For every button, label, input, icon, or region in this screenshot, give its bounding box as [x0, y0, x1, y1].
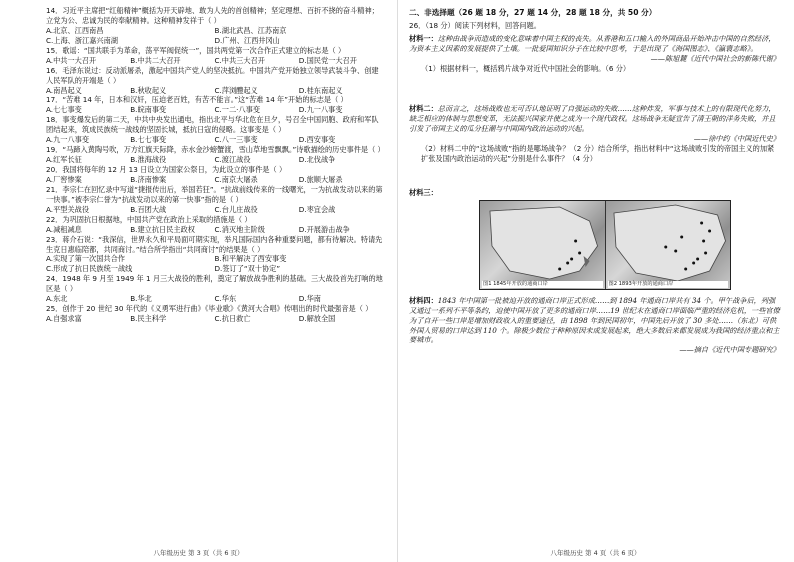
question-text: 1948 年 9 月至 1949 年 1 月三大战役的胜利，奠定了解放战争胜利的基础。三大战役首先打响的地区是（ ） [46, 274, 383, 294]
question-text: 蒋介石说：“我深信，世界永久和平局面可期实现，举凡国际国内各种重要问题，都有待解决。特请先生克日惠临陪都，共同商讨。”结合所学指出“共同商讨”的结果是（ ） [46, 234, 383, 254]
option-a: A.九一八事变 [46, 135, 90, 145]
question-number: 17 [46, 95, 56, 105]
option-a: A.红军长征 [46, 155, 82, 165]
option-d: D.国民党一大召开 [298, 55, 357, 65]
question-stem: 22．为巩固抗日根据地，中国共产党在政治上采取的措施是（ ） [46, 214, 252, 224]
question-number: 18 [46, 115, 56, 125]
question-number: 23 [46, 234, 56, 244]
option-a: A.东北 [46, 294, 68, 304]
page-footer-right: 八年级历史 第 4 页（共 6 页） [550, 549, 641, 558]
question-stem: 21．李宗仁在回忆录中写道“捷报传出后，举国若狂”。“抗战前线传来的一线曙光，一为抗战发动以来的第一快事。”被李宗仁誉为“抗战发动以来的第一快事”指的是（ ） [46, 184, 383, 204]
question-number: 21 [46, 184, 56, 194]
question-16 [46, 66, 383, 96]
question-stem: 19．“马蹄入黄陶号吹，万方红旗天际降，赤水金沙螃蟹渡，雪山草地雪飘飘。”诗歌描绘的历史事件是（ ） [46, 145, 385, 155]
material-3-label: 材料三： [409, 187, 438, 197]
option-d: D.西安事变 [298, 135, 336, 145]
material-1-text: 这种由战争而造成的变化意味着中国主权的丧失。从香港和五口输入的外国商品开始冲击中国的自然经济，为资本主义因素的发展提供了土壤。一批爱国知识分子在比较中思考，于是出现了《海国图志》、《瀛寰志略》。 [409, 34, 776, 54]
map-1893 [606, 201, 731, 289]
option-d: D.华南 [298, 294, 321, 304]
question-17 [46, 95, 383, 115]
material-1-label: 材料一： [409, 34, 438, 44]
option-c: C.中共三大召开 [214, 55, 265, 65]
question-number: 15 [46, 45, 56, 55]
material-4 [409, 296, 780, 346]
material-4-source: ——摘自《近代中国专题研究》 [679, 345, 780, 355]
question-stem: 20．我国将每年的 12 月 13 日设立为国家公祭日，为此设立的事件是（ ） [46, 165, 287, 174]
option-d: D.解放全国 [298, 314, 336, 324]
question-14 [46, 6, 383, 46]
option-a: A.减租减息 [46, 224, 82, 234]
material-2 [409, 104, 780, 134]
question-stem: 23．蒋介石说：“我深信，世界永久和平局面可期实现，举凡国际国内各种重要问题，都有待解决。特请先生克日惠临陪都，共同商讨。”结合所学指出“共同商讨”的结果是（ ） [46, 234, 383, 254]
question-number: 19 [46, 145, 56, 155]
option-a: A.自强求富 [46, 314, 82, 324]
material-2-text: 总而言之，这场战败也无可否认地证明了自强运动的失败……这种炸发，军事与技术上的有限现代化努力，缺乏相应的体制与思想变革，无法振兴国家并使之成为一个现代政权。这场战争无疑宣告了清王朝的洋务失败，并且引发了帝国主义的瓜分狂潮与中国国内政治运动的兴起。 [409, 104, 776, 134]
map-1845-drawing [480, 201, 605, 289]
options [46, 26, 383, 46]
option-b: B.建立抗日民主政权 [130, 224, 195, 234]
option-c: C.消灭地主阶级 [214, 224, 265, 234]
question-19 [46, 145, 383, 165]
question-number: 14 [46, 6, 56, 15]
option-a: A.中共一大召开 [46, 55, 97, 65]
question-number: 22 [46, 214, 56, 224]
material-1 [409, 34, 780, 54]
question-text: 毛泽东说过：反动派屠杀，激起中国共产党人的坚决抵抗。中国共产党开始独立领导武装斗争、创建人民军队的开端是（ ） [46, 65, 379, 85]
question-text: 事变爆发后的第二天，中共中央发出通电，指出北平与华北危在旦夕，号召全中国同胞、政府和军队团结起来，筑成民族统一战线的坚固长城，抵抗日寇的侵略。这事变是（ ） [46, 115, 379, 135]
options [46, 205, 383, 215]
material-3 [409, 188, 780, 198]
question-text: 创作于 20 世纪 30 年代的《义勇军进行曲》《毕业歌》《黄河大合唱》传唱出的时代最强音是（ ） [62, 304, 373, 314]
option-c: C.渡江战役 [214, 155, 251, 165]
question-text: 我国将每年的 12 月 13 日设立为国家公祭日，为此设立的事件是（ ） [62, 165, 287, 174]
option-c: C.抗日救亡 [214, 314, 251, 324]
question-18 [46, 115, 383, 145]
question-21 [46, 185, 383, 215]
option-b: B.百团大战 [130, 204, 167, 214]
question-15 [46, 46, 383, 66]
material-4-text: 1843 年中国第一批被迫开放的通商口岸正式形成……到 1894 年通商口岸共有 34 个。甲午战争后，列强又通过一系列不平等条约，迫使中国开放了更多的通商口岸……19 世纪末在通商口岸面临严重的经济危机，一些官僚为了自开一些口岸是增加财政收入的重要途径，由 1898 年到民国初年，中国先后开放了 30 多处……（东北）可供外国人贸易的口岸达到 110 个。除极少数位于种种原因未成发展起来，绝大多数后来都发展成为我国的经济重点和主要城市。 [409, 295, 780, 345]
option-b: B.民主科学 [130, 314, 167, 324]
options [46, 175, 383, 185]
question-stem: 18．事变爆发后的第二天，中共中央发出通电，指出北平与华北危在旦夕，号召全中国同胞、政府和军队团结起来，筑成民族统一战线的坚固长城，抵抗日寇的侵略。这事变是（ ） [46, 115, 379, 135]
question-text: “苦难 14 年，日本和汉奸，压迫老百姓，有苦不能言。”这“苦难 14 年”开始的标志是（ ） [62, 95, 348, 105]
option-b: B.中共二大召开 [130, 55, 181, 65]
question-text: 李宗仁在回忆录中写道“捷报传出后，举国若狂”。“抗战前线传来的一线曙光，一为抗战发动以来的第一快事。”被李宗仁誉为“抗战发动以来的第一快事”指的是（ ） [46, 184, 383, 204]
option-d: D.签订了“双十协定” [214, 264, 281, 274]
question-20 [46, 165, 383, 185]
option-b: B.秋收起义 [130, 85, 167, 95]
page-4 [397, 0, 794, 562]
options [46, 294, 383, 304]
options [46, 155, 383, 165]
option-b: B.七七事变 [130, 135, 167, 145]
option-d: D.九一八事变 [298, 105, 343, 115]
option-b: B.济南惨案 [130, 174, 167, 184]
question-text: “马蹄入黄陶号吹，万方红旗天际降，赤水金沙螃蟹渡，雪山草地雪飘飘。”诗歌描绘的历史事件是（ ） [62, 145, 385, 155]
option-c: C.台儿庄战役 [214, 204, 258, 214]
options [46, 314, 383, 324]
option-b: B.湖北武昌、江苏南京 [214, 25, 287, 35]
option-c: C.南京大屠杀 [214, 174, 258, 184]
question-list [0, 0, 397, 324]
question-text: 为巩固抗日根据地，中国共产党在政治上采取的措施是（ ） [62, 214, 252, 224]
option-a: A.实现了第一次国共合作 [46, 254, 125, 264]
question-stem: 15．歌谣：“国共联手为革命，荡平军阀促统一”，国共两党第一次合作正式建立的标志是（ ） [46, 45, 346, 55]
options [46, 225, 383, 235]
question-text: 歌谣：“国共联手为革命，荡平军阀促统一”，国共两党第一次合作正式建立的标志是（ ） [62, 45, 346, 55]
option-d: D.广州、江西井冈山 [214, 35, 280, 45]
map-1845-caption: 图1 1845年开放的通商口岸 [482, 281, 603, 287]
option-a: A.北京、江西南昌 [46, 25, 104, 35]
map-1845 [480, 201, 606, 289]
material-1-source: ——陈旭麓《近代中国社会的新陈代谢》 [650, 54, 780, 64]
options [46, 135, 383, 145]
option-b: B.华北 [130, 294, 152, 304]
options [46, 254, 383, 274]
question-stem: 14．习近平主席把“红船精神”概括为开天辟地、敢为人先的首创精神；坚定理想、百折不挠的奋斗精神；立党为公、忠诚为民的奉献精神。这种精神发祥于（ ） [46, 6, 379, 25]
section-title: 二、非选择题（26 题 18 分，27 题 14 分，28 题 18 分，共 50 分） [409, 8, 657, 17]
question-number: 25 [46, 304, 56, 314]
subquestion-2: （2）材料二中的“这场战败”指的是哪场战争？（2 分）结合所学，指出材料中“这场战败引发的帝国主义的加紧扩张及国内政治运动的兴起”分别是什么事件？（4 分） [421, 143, 775, 163]
question-24 [46, 274, 383, 304]
question-number: 24 [46, 274, 56, 284]
options [46, 105, 383, 115]
q26-intro: 26．（18 分）阅读下列材料，回答问题。 [409, 21, 541, 31]
options [46, 86, 383, 96]
option-c: C.华东 [214, 294, 237, 304]
question-22 [46, 215, 383, 235]
option-d: D.开展游击战争 [298, 224, 350, 234]
page-footer-left: 八年级历史 第 3 页（共 6 页） [153, 549, 244, 558]
option-c: C.形成了抗日民族统一战线 [46, 264, 133, 274]
question-stem: 17．“苦难 14 年，日本和汉奸，压迫老百姓，有苦不能言。”这“苦难 14 年”开始的标志是（ ） [46, 95, 348, 105]
option-d: D.桂东南起义 [298, 85, 343, 95]
option-c: C.一二·八事变 [214, 105, 261, 115]
question-number: 20 [46, 165, 56, 174]
material-2-label: 材料二： [409, 104, 438, 114]
option-b: B.皖南事变 [130, 105, 167, 115]
material-2-source: ——徐中约《中国近代史》 [693, 133, 780, 143]
option-b: B.和平解决了西安事变 [214, 254, 287, 264]
question-stem: 25．创作于 20 世纪 30 年代的《义勇军进行曲》《毕业歌》《黄河大合唱》传唱出的时代最强音是（ ） [46, 304, 373, 314]
option-b: B.淮海战役 [130, 155, 167, 165]
option-c: C.萍浏醴起义 [214, 85, 258, 95]
map-1893-drawing [606, 201, 731, 289]
material-4-label: 材料四： [409, 295, 438, 305]
option-c: C.八一三事变 [214, 135, 258, 145]
option-a: A.七七事变 [46, 105, 82, 115]
map-1893-caption: 图2 1893年开放的通商口岸 [608, 281, 729, 287]
option-d: D.枣宜会战 [298, 204, 336, 214]
subquestion-1: （1）根据材料一，概括鸦片战争对近代中国社会的影响。（6 分） [421, 64, 631, 74]
options [46, 56, 383, 66]
answer-space-2 [409, 164, 780, 188]
option-d: D.北伐战争 [298, 155, 336, 165]
question-text: 习近平主席把“红船精神”概括为开天辟地、敢为人先的首创精神；坚定理想、百折不挠的奋斗精神；立党为公、忠诚为民的奉献精神。这种精神发祥于（ ） [46, 6, 379, 25]
answer-space-1 [409, 74, 780, 104]
map-figure [479, 200, 731, 290]
question-23 [46, 235, 383, 275]
option-a: A.南昌起义 [46, 85, 82, 95]
option-c: C.上海、浙江嘉兴南湖 [46, 35, 118, 45]
option-d: D.旅顺大屠杀 [298, 174, 343, 184]
question-stem: 16．毛泽东说过：反动派屠杀，激起中国共产党人的坚决抵抗。中国共产党开始独立领导武装斗争、创建人民军队的开端是（ ） [46, 65, 379, 85]
option-a: A.厂窖惨案 [46, 174, 82, 184]
question-stem: 24．1948 年 9 月至 1949 年 1 月三大战役的胜利，奠定了解放战争胜利的基础。三大战役首先打响的地区是（ ） [46, 274, 383, 294]
question-number: 16 [46, 65, 56, 75]
option-a: A.平型关战役 [46, 204, 90, 214]
question-25 [46, 304, 383, 324]
